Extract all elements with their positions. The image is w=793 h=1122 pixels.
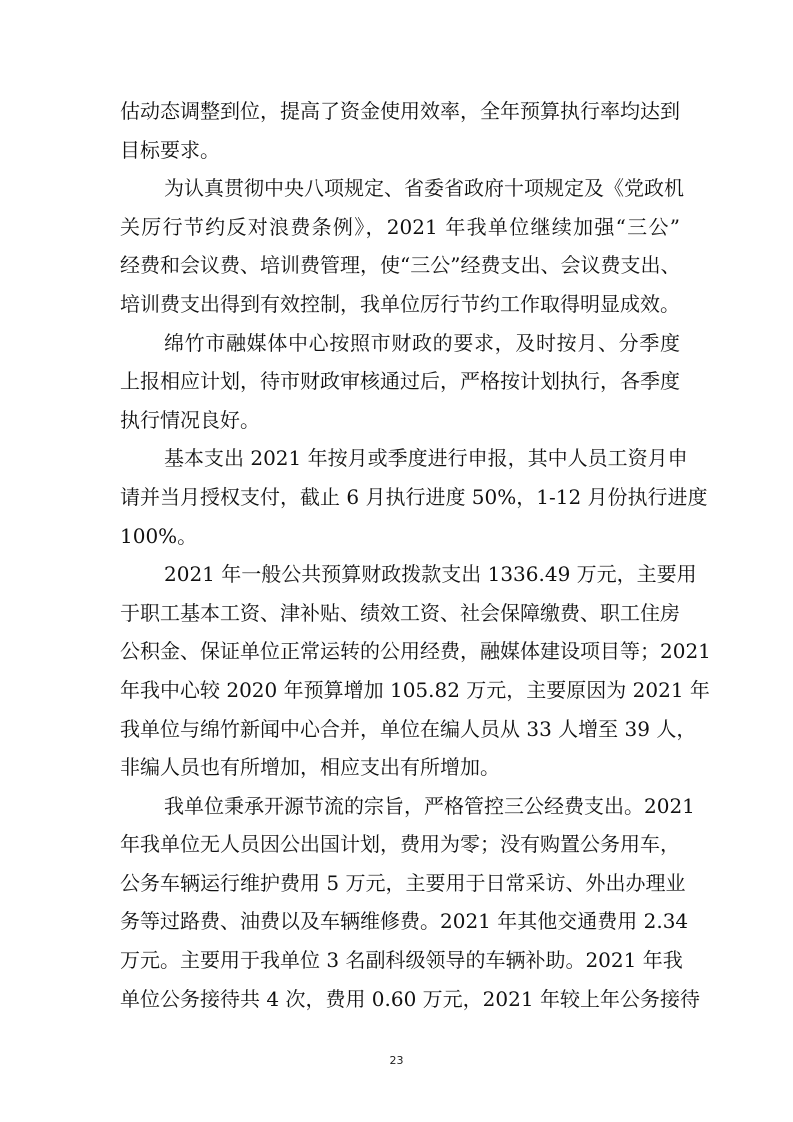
text-line: 关厉行节约反对浪费条例》，2021 年我单位继续加强“三公” bbox=[120, 214, 680, 239]
text-line: 我单位秉承开源节流的宗旨，严格管控三公经费支出。2021 bbox=[164, 793, 695, 818]
paragraph bbox=[120, 439, 708, 555]
text-line: 年我中心较 2020 年预算增加 105.82 万元，主要原因为 2021 年 bbox=[120, 677, 710, 702]
text-line: 公积金、保证单位正常运转的公用经费，融媒体建设项目等；2021 bbox=[120, 639, 711, 664]
text-line: 绵竹市融媒体中心按照市财政的要求，及时按月、分季度 bbox=[164, 330, 680, 355]
text-line: 年我单位无人员因公出国计划，费用为零；没有购置公务用车， bbox=[120, 832, 680, 857]
text-line: 非编人员也有所增加，相应支出有所增加。 bbox=[120, 755, 500, 780]
paragraph bbox=[120, 169, 684, 323]
text-line: 目标要求。 bbox=[120, 137, 220, 162]
text-line: 万元。主要用于我单位 3 名副科级领导的车辆补助。2021 年我 bbox=[120, 948, 683, 973]
paragraph bbox=[120, 787, 700, 1019]
text-line: 公务车辆运行维护费用 5 万元，主要用于日常采访、外出办理业 bbox=[120, 870, 686, 895]
body-text bbox=[120, 92, 711, 1018]
paragraph bbox=[120, 555, 711, 787]
text-line: 我单位与绵竹新闻中心合并，单位在编人员从 33 人增至 39 人， bbox=[120, 716, 697, 741]
text-line: 100%。 bbox=[120, 523, 198, 548]
text-line: 为认真贯彻中央八项规定、省委省政府十项规定及《党政机 bbox=[164, 176, 684, 201]
page-number: 23 bbox=[389, 1054, 404, 1067]
text-line: 上报相应计划，待市财政审核通过后，严格按计划执行，各季度 bbox=[120, 369, 680, 394]
text-line: 培训费支出得到有效控制，我单位厉行节约工作取得明显成效。 bbox=[120, 291, 680, 316]
text-line: 基本支出 2021 年按月或季度进行申报，其中人员工资月申 bbox=[164, 446, 688, 471]
text-line: 单位公务接待共 4 次，费用 0.60 万元，2021 年较上年公务接待 bbox=[120, 986, 700, 1011]
text-line: 于职工基本工资、津补贴、绩效工资、社会保障缴费、职工住房 bbox=[120, 600, 680, 625]
text-line: 请并当月授权支付，截止 6 月执行进度 50%，1-12 月份执行进度 bbox=[120, 484, 708, 509]
text-line: 经费和会议费、培训费管理，使“三公”经费支出、会议费支出、 bbox=[120, 253, 681, 278]
text-line: 务等过路费、油费以及车辆维修费。2021 年其他交通费用 2.34 bbox=[120, 909, 689, 934]
paragraph bbox=[120, 92, 680, 169]
text-line: 估动态调整到位，提高了资金使用效率，全年预算执行率均达到 bbox=[120, 99, 680, 123]
paragraph bbox=[120, 324, 680, 440]
text-line: 2021 年一般公共预算财政拨款支出 1336.49 万元，主要用 bbox=[164, 562, 697, 587]
text-line: 执行情况良好。 bbox=[120, 407, 260, 432]
